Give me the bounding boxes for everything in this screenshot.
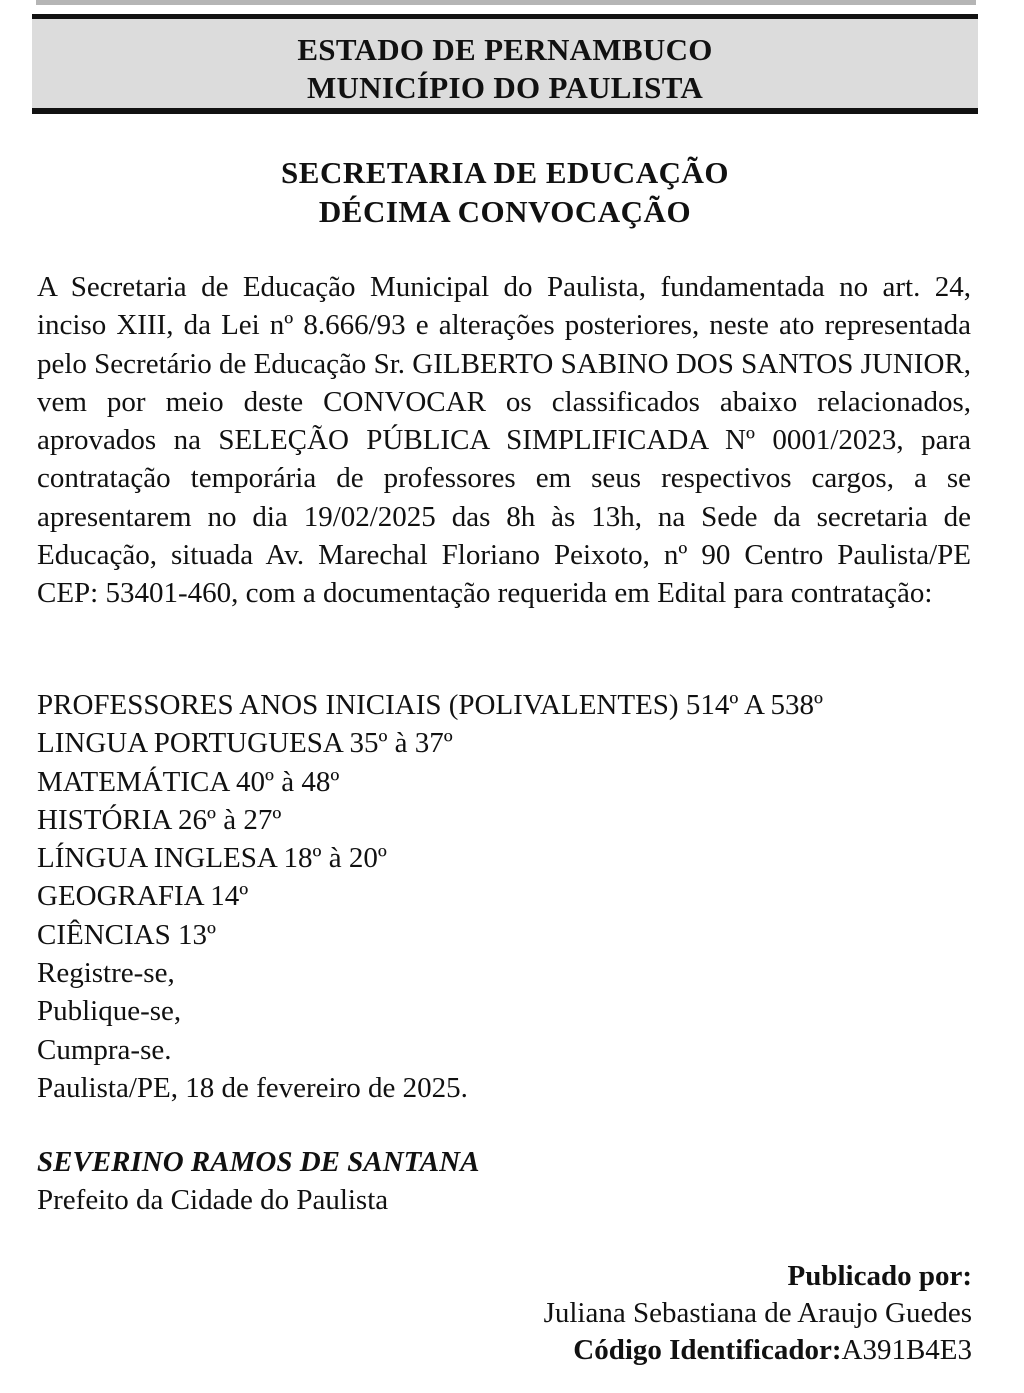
document-title: [0, 153, 1010, 231]
position-item: LÍNGUA INGLESA 18º à 20º: [37, 842, 387, 875]
position-item: GEOGRAFIA 14º: [37, 880, 249, 913]
signer-name: SEVERINO RAMOS DE SANTANA: [37, 1146, 480, 1178]
position-item: MATEMÁTICA 40º à 48º: [37, 765, 340, 798]
closing-publish: Publique-se,: [37, 995, 182, 1028]
position-item: PROFESSORES ANOS INICIAIS (POLIVALENTES) 514º A 538º: [37, 689, 824, 721]
positions-and-closing: [37, 686, 977, 1107]
header-band: [32, 14, 978, 114]
convocation-paragraph: A Secretaria de Educação Municipal do Paulista, fundamentada no art. 24, inciso XIII, da Lei nº 8.666/93 e alterações posteriores, neste ato representada pelo Secretário de Educação Sr. GILBERTO SABINO DOS SANTOS JUNIOR, vem por meio deste CONVOCAR os classificados abaixo relacionados, aprovados na SELEÇÃO PÚBLICA SIMPLIFICADA Nº 0001/2023, para contratação temporária de professores em seus respectivos cargos, a se apresentarem no dia 19/02/2025 das 8h às 13h, na Sede da secretaria de Educação, situada Av. Marechal Floriano Peixoto, nº 90 Centro Paulista/PE CEP: 53401-460, com a documentação requerida em Edital para contratação:: [37, 271, 971, 610]
published-by-label: Publicado por:: [787, 1260, 972, 1292]
publication-block: [544, 1258, 972, 1369]
top-rule: [36, 0, 976, 5]
place-and-date: Paulista/PE, 18 de fevereiro de 2025.: [37, 1071, 468, 1104]
position-item: CIÊNCIAS 13º: [37, 918, 216, 951]
closing-comply: Cumpra-se.: [37, 1033, 172, 1066]
department-title: SECRETARIA DE EDUCAÇÃO: [281, 155, 729, 190]
signer-title: Prefeito da Cidade do Paulista: [37, 1184, 389, 1216]
convocation-title: DÉCIMA CONVOCAÇÃO: [318, 194, 692, 229]
position-item: HISTÓRIA 26º à 27º: [37, 803, 282, 836]
identifier-label: Código Identificador:: [573, 1334, 842, 1366]
position-item: LINGUA PORTUGUESA 35º à 37º: [37, 727, 453, 760]
identifier-code: A391B4E3: [841, 1334, 972, 1366]
identifier-line: [544, 1332, 972, 1369]
publisher-name: Juliana Sebastiana de Araujo Guedes: [543, 1297, 972, 1329]
closing-register: Registre-se,: [37, 957, 175, 990]
state-heading: ESTADO DE PERNAMBUCO: [297, 32, 713, 67]
municipality-heading: MUNICÍPIO DO PAULISTA: [306, 70, 704, 105]
